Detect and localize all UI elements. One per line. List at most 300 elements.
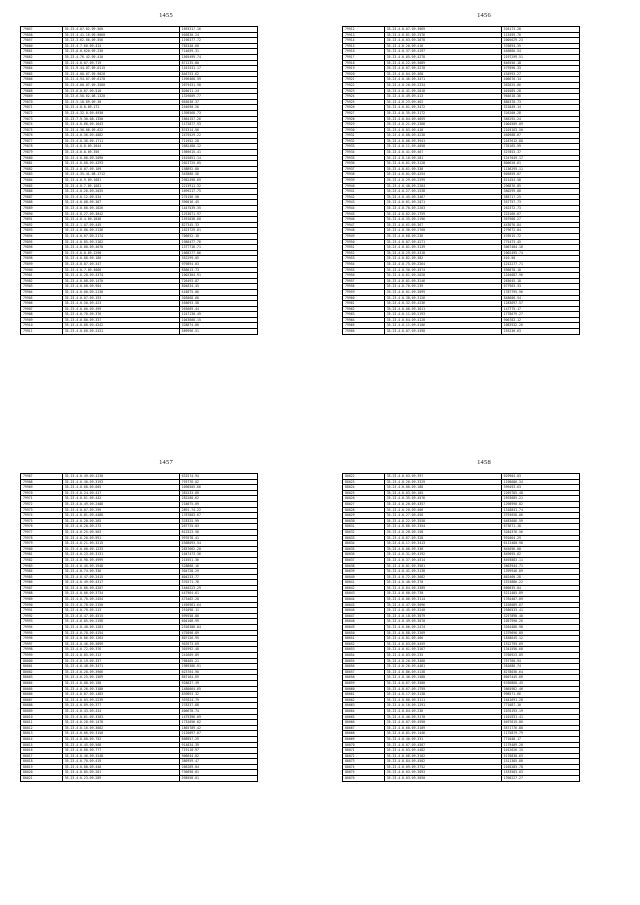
amount-cell: 3865982.46	[501, 686, 579, 692]
code-cell: 35.23.4.0.03.09.235	[384, 653, 501, 659]
amount-cell: 460988.67	[501, 133, 579, 139]
row-id-cell: 79973	[21, 507, 63, 513]
code-cell: 35.23.4.0.70.09.2454	[62, 597, 179, 603]
row-id-cell: 80070	[343, 742, 385, 748]
amount-cell: 1615051.14	[179, 155, 257, 161]
row-id-cell: 79909	[21, 317, 63, 323]
row-id-cell: 79988	[21, 591, 63, 597]
code-cell: 35.23.4.0.01.09.3139	[384, 245, 501, 251]
code-cell: 35.23.4.0.49.09.2488	[62, 501, 179, 507]
code-cell: 35.23.4.0.40.09.3193	[62, 479, 179, 485]
amount-cell: 255236.63	[501, 329, 579, 335]
code-cell: 35.23.4.0.49.09.4317	[62, 580, 179, 586]
code-cell: 35.23.4.0.75.09.2264	[384, 261, 501, 267]
code-cell: 35.23.4.0.64.09.4128	[384, 317, 501, 323]
code-cell: 35.23.4.0.20.09.158	[384, 529, 501, 535]
code-cell: 35.23.4.0.8.09.356	[62, 150, 179, 156]
code-cell: 35.23.4.0.40.09.3170	[384, 714, 501, 720]
code-cell: 35.23.4.0.67.09.3580	[384, 680, 501, 686]
amount-cell: 826011.24	[179, 88, 257, 94]
amount-cell: 1447539.35	[179, 206, 257, 212]
row-id-cell: 79963	[343, 312, 385, 318]
amount-cell: 3793058.06	[501, 513, 579, 519]
code-cell: 35.23.4.0.48.09.1283	[62, 625, 179, 631]
row-id-cell: 80076	[343, 776, 385, 782]
row-id-cell: 79924	[343, 94, 385, 100]
row-id-cell: 79929	[343, 122, 385, 128]
row-id-cell: 79985	[21, 574, 63, 580]
code-cell: 35.23.4.0.07.09.719	[62, 60, 179, 66]
amount-cell: 378325.99	[179, 518, 257, 524]
row-id-cell: 79922	[343, 82, 385, 88]
amount-cell: 1004509.09	[501, 122, 579, 128]
amount-cell: 2197299.51	[501, 54, 579, 60]
code-cell: 35.23.4.0.16.09.3682	[62, 725, 179, 731]
amount-cell: 2982498.69	[179, 178, 257, 184]
code-cell: 35.23.4.0.46.09.3248	[62, 753, 179, 759]
code-cell: 35.23.4.0.9.09.1681	[62, 178, 179, 184]
amount-cell: 1098505.66	[179, 485, 257, 491]
amount-cell: 6113480.90	[501, 541, 579, 547]
row-id-cell: 80045	[343, 602, 385, 608]
code-cell: 35.23.4.0.01.09.3246	[384, 278, 501, 284]
row-id-cell: 79989	[21, 597, 63, 603]
row-id-cell: 79946	[343, 217, 385, 223]
code-cell: 35.23.4.0.35.09.2196	[384, 217, 501, 223]
code-cell: 35.23.4.0.28.09.3966	[62, 669, 179, 675]
row-id-cell: 79944	[343, 206, 385, 212]
row-id-cell: 79863	[21, 60, 63, 66]
table-row	[343, 329, 580, 335]
row-id-cell: 79967	[21, 474, 63, 480]
code-cell: 35.23.4.0.09.09.3752	[384, 764, 501, 770]
amount-cell: 357757.73	[501, 200, 579, 206]
code-cell: 35.23.4.0.07.09.347	[62, 261, 179, 267]
code-cell: 35.23.4.0.01.09.3099	[384, 289, 501, 295]
code-cell: 35.23.4.0.01.09.3128	[384, 161, 501, 167]
code-cell: 35.23.4.0.20.09.991	[62, 535, 179, 541]
amount-cell: 1479396.69	[179, 714, 257, 720]
amount-cell: 914834.39	[179, 742, 257, 748]
amount-cell: 849095.62	[501, 552, 579, 558]
row-id-cell: 79896	[21, 245, 63, 251]
amount-cell: 1047473.36	[179, 552, 257, 558]
row-id-cell: 79864	[21, 66, 63, 72]
row-id-cell: 80058	[343, 675, 385, 681]
row-id-cell: 80004	[21, 680, 63, 686]
amount-cell: 223166.67	[501, 211, 579, 217]
amount-cell: 1399946.89	[501, 569, 579, 575]
amount-cell: 304728.29	[179, 569, 257, 575]
row-id-cell: 80054	[343, 653, 385, 659]
row-id-cell: 79982	[21, 557, 63, 563]
row-id-cell: 79874	[21, 122, 63, 128]
code-cell: 35.23.4.0.81.09.4488	[62, 513, 179, 519]
code-cell: 35.23.4.0.80.09.3111	[384, 697, 501, 703]
code-cell: 35.23.4.0.07.09.4507	[384, 742, 501, 748]
row-id-cell: 80009	[21, 708, 63, 714]
amount-cell: 1318841.74	[501, 507, 579, 513]
page-1456	[330, 8, 638, 448]
amount-cell: 3067404.16	[501, 245, 579, 251]
code-cell: 35.23.4.0.21.09.2368	[384, 122, 501, 128]
code-cell: 35.23.4.0.8.09.2044	[62, 144, 179, 150]
table-row	[343, 776, 580, 782]
row-id-cell: 79942	[343, 194, 385, 200]
code-cell: 35.23.4.0.80.09.337	[62, 317, 179, 323]
code-cell: 35.23.4.0.08.09.4238	[384, 133, 501, 139]
row-id-cell: 79886	[21, 189, 63, 195]
amount-cell: 558693.58	[179, 301, 257, 307]
code-cell: 35.23.4.32.0.09.4930	[62, 110, 179, 116]
code-cell: 35.23.4.0.07.09.189	[62, 166, 179, 172]
row-id-cell: 79876	[21, 133, 63, 139]
code-cell: 35.23.4.0.08.09.605	[62, 485, 179, 491]
row-id-cell: 79925	[343, 99, 385, 105]
row-id-cell: 79996	[21, 636, 63, 642]
data-table	[20, 26, 258, 335]
row-id-cell: 79891	[21, 217, 63, 223]
amount-cell: 1083932.26	[501, 323, 579, 329]
code-cell: 35.23.4.0.07.09.299	[62, 507, 179, 513]
amount-cell: 241609.89	[179, 653, 257, 659]
amount-cell: 1699217.75	[179, 189, 257, 195]
row-id-cell: 80067	[343, 725, 385, 731]
code-cell: 35.23.7.9.30.08.1350	[62, 116, 179, 122]
code-cell: 35.23.4.0.24.09.417	[62, 490, 179, 496]
amount-cell: 251098.11	[179, 608, 257, 614]
code-cell: 35.23.4.0.47.09.3096	[384, 602, 501, 608]
code-cell: 35.23.4.0.07.09.4271	[384, 239, 501, 245]
amount-cell: 663030.37	[179, 99, 257, 105]
code-cell: 35.23.4.0.07.09.4278	[384, 66, 501, 72]
code-cell: 35.23.4.0.8.09.272	[62, 105, 179, 111]
amount-cell: 928837.39	[179, 680, 257, 686]
amount-cell: 385717.25	[501, 194, 579, 200]
code-cell: 35.23.4.0.8.09.2298	[62, 250, 179, 256]
amount-cell: 677903.33	[501, 284, 579, 290]
row-id-cell: 80052	[343, 641, 385, 647]
row-id-cell: 79930	[343, 127, 385, 133]
code-cell: 35.23.6.50.62.08.1320	[62, 94, 179, 100]
row-id-cell: 79921	[343, 77, 385, 83]
row-id-cell: 79901	[21, 273, 63, 279]
code-cell: 35.23.4.0.28.09.4374	[62, 273, 179, 279]
row-id-cell: 80073	[343, 759, 385, 765]
amount-cell: 862460.28	[501, 574, 579, 580]
row-id-cell: 80075	[343, 770, 385, 776]
amount-cell: 1623729.01	[179, 228, 257, 234]
row-id-cell: 79858	[21, 32, 63, 38]
page-1457	[12, 455, 320, 895]
row-id-cell: 79961	[343, 301, 385, 307]
row-id-cell: 79881	[21, 161, 63, 167]
row-id-cell: 79916	[343, 49, 385, 55]
code-cell: 35.23.4.0.49.09.3070	[384, 619, 501, 625]
row-id-cell: 80013	[21, 731, 63, 737]
row-id-cell: 79998	[21, 647, 63, 653]
amount-cell: 1198686.34	[501, 479, 579, 485]
row-id-cell: 79962	[343, 306, 385, 312]
row-id-cell: 80000	[21, 658, 63, 664]
code-cell: 35.23.4.0.76.09.239	[384, 284, 501, 290]
amount-cell: 1641691.28	[501, 697, 579, 703]
amount-cell: 871235.80	[179, 60, 257, 66]
row-id-cell: 80048	[343, 619, 385, 625]
amount-cell: 765340.60	[179, 43, 257, 49]
code-cell: 35.23.4.0.03.09.416	[384, 127, 501, 133]
row-id-cell: 79943	[343, 200, 385, 206]
code-cell: 35.23.4.0.00.09.730	[384, 591, 501, 597]
code-cell: 35.23.4.41.16.09.9060	[62, 32, 179, 38]
code-cell: 35.23.4.0.20.09.265	[62, 518, 179, 524]
row-id-cell: 80019	[21, 764, 63, 770]
amount-cell: 326200.28	[501, 110, 579, 116]
code-cell: 35.21.9.44.07.09.0115	[62, 66, 179, 72]
row-id-cell: 79885	[21, 183, 63, 189]
row-id-cell: 79899	[21, 261, 63, 267]
row-id-cell: 79965	[343, 323, 385, 329]
row-id-cell: 79898	[21, 256, 63, 262]
code-cell: 35.23.4.0.08.09.307	[62, 200, 179, 206]
code-cell: 35.23.4.0.04.09.4059	[384, 116, 501, 122]
amount-cell: 443076.84	[501, 222, 579, 228]
amount-cell: 5211485.89	[501, 591, 579, 597]
code-cell: 35.23.4.0.61.09.442	[62, 496, 179, 502]
row-id-cell: 80072	[343, 753, 385, 759]
amount-cell: 2213911.32	[179, 183, 257, 189]
row-id-cell: 79875	[21, 127, 63, 133]
amount-cell: 1247049.17	[501, 155, 579, 161]
row-id-cell: 79941	[343, 189, 385, 195]
code-cell: 35.23.4.0.43.09.434	[62, 708, 179, 714]
row-id-cell: 79870	[21, 99, 63, 105]
row-id-cell: 79932	[343, 138, 385, 144]
row-id-cell: 79884	[21, 178, 63, 184]
row-id-cell: 80026	[343, 496, 385, 502]
amount-cell: 2187612.80	[501, 138, 579, 144]
row-id-cell: 79978	[21, 535, 63, 541]
row-id-cell: 79915	[343, 43, 385, 49]
code-cell: 35.23.4.0.29.09.2299	[384, 178, 501, 184]
row-id-cell: 79878	[21, 144, 63, 150]
amount-cell: 1569499.74	[179, 54, 257, 60]
amount-cell: 396016.45	[179, 200, 257, 206]
code-cell: 35.23.4.0.17.09.3138	[384, 692, 501, 698]
amount-cell: 1172877.93	[179, 122, 257, 128]
code-cell: 35.23.4.0.27.09.2538	[384, 189, 501, 195]
amount-cell: 2120097.67	[179, 731, 257, 737]
amount-cell: 827345.33	[179, 222, 257, 228]
code-cell: 35.23.4.0.45.09.3240	[384, 608, 501, 614]
amount-cell: 113499.70	[501, 32, 579, 38]
code-cell: 35.23.4.0.23.09.289	[62, 776, 179, 782]
amount-cell: 147775.17	[501, 306, 579, 312]
amount-cell: 845696.80	[501, 546, 579, 552]
row-id-cell: 79882	[21, 166, 63, 172]
amount-cell: 589996.51	[179, 329, 257, 335]
row-id-cell: 80014	[21, 736, 63, 742]
page-number: 1457	[159, 459, 173, 466]
code-cell: 35.23.4.0.12.09.534	[62, 194, 179, 200]
row-id-cell: 80043	[343, 591, 385, 597]
code-cell: 35.23.4.0.38.09.3126	[384, 295, 501, 301]
row-id-cell: 79937	[343, 166, 385, 172]
amount-cell: 278337.88	[179, 703, 257, 709]
row-id-cell: 79958	[343, 284, 385, 290]
code-cell: 35.23.4.0.46.09.2488	[384, 675, 501, 681]
code-cell: 35.23.4.0.23.09.462	[384, 99, 501, 105]
amount-cell: 621454.58	[501, 178, 579, 184]
row-id-cell: 80053	[343, 647, 385, 653]
amount-cell: 215551.36	[179, 557, 257, 563]
code-cell: 35.23.4.0.7.09.4068	[62, 267, 179, 273]
amount-cell: 1377716.71	[179, 245, 257, 251]
amount-cell: 301992.48	[179, 647, 257, 653]
amount-cell: 1212277.71	[501, 261, 579, 267]
row-id-cell: 79959	[343, 289, 385, 295]
amount-cell: 874314.56	[179, 127, 257, 133]
amount-cell: 3863944.71	[501, 563, 579, 569]
amount-cell: 406678.74	[179, 708, 257, 714]
amount-cell: 4368093.54	[179, 541, 257, 547]
row-id-cell: 80032	[343, 529, 385, 535]
code-cell: 35.23.4.0.40.09.370	[384, 580, 501, 586]
amount-cell: 1298990.82	[501, 501, 579, 507]
code-cell: 35.23.4.0.70.09.419	[62, 759, 179, 765]
amount-cell: 303868.60	[179, 295, 257, 301]
row-id-cell: 79880	[21, 155, 63, 161]
row-id-cell: 80062	[343, 697, 385, 703]
amount-cell: 352299.05	[179, 256, 257, 262]
row-id-cell: 80016	[21, 748, 63, 754]
page-number: 1456	[477, 12, 491, 19]
row-id-cell: 79927	[343, 110, 385, 116]
code-cell: 35.23.4.0.74.09.336	[62, 569, 179, 575]
amount-cell: 2103163.50	[501, 127, 579, 133]
code-cell: 35.23.4.0.41.09.3138	[384, 569, 501, 575]
row-id-cell: 79861	[21, 49, 63, 55]
amount-cell: 846556.18	[501, 60, 579, 66]
amount-cell: 398598.01	[179, 776, 257, 782]
code-cell: 35.23.4.0.70.09.2263	[384, 206, 501, 212]
amount-cell: 605859.07	[501, 172, 579, 178]
amount-cell: 397624.79	[179, 697, 257, 703]
code-cell: 35.23.4.0.60.09.499	[62, 306, 179, 312]
code-cell: 35.23.4.0.72.09.376	[62, 647, 179, 653]
amount-cell: 8493883.11	[501, 557, 579, 563]
code-cell: 35.23.4.0.04.09.236	[384, 708, 501, 714]
code-cell: 35.23.4.0.35.09.4576	[384, 496, 501, 502]
amount-cell: 263669.44	[179, 306, 257, 312]
amount-cell: 254690.26	[179, 105, 257, 111]
code-cell: 35.23.4.0.30.09.4574	[384, 267, 501, 273]
amount-cell: 806620.61	[501, 161, 579, 167]
row-id-cell: 79900	[21, 267, 63, 273]
code-cell: 35.23.4.0.70.09.376	[62, 312, 179, 318]
code-cell: 35.23.4.0.32.09.4236	[384, 301, 501, 307]
code-cell: 35.23.4.0.26.09.2035	[62, 189, 179, 195]
amount-cell: 446866.54	[501, 49, 579, 55]
code-cell: 35.23.4.0.48.09.3471	[62, 664, 179, 670]
row-id-cell: 79954	[343, 261, 385, 267]
code-cell: 35.23.4.0.85.09.261	[62, 770, 179, 776]
code-cell: 35.23.4.0.45.09.568	[62, 742, 179, 748]
code-cell: 35.23.4.0.78.09.213	[62, 608, 179, 614]
amount-cell: 906783.12	[501, 317, 579, 323]
row-id-cell: 79868	[21, 88, 63, 94]
code-cell: 35.23.4.0.07.09.2174	[62, 233, 179, 239]
amount-cell: 719110.97	[179, 748, 257, 754]
table-row	[21, 329, 258, 335]
amount-cell: 3264486.98	[501, 625, 579, 631]
code-cell: 35.23.4.0.85.09.2182	[62, 239, 179, 245]
row-id-cell: 79936	[343, 161, 385, 167]
amount-cell: 1329009.77	[179, 94, 257, 100]
amount-cell: 848606.54	[501, 295, 579, 301]
amount-cell: 380299.08	[501, 189, 579, 195]
code-cell: 35.23.4.0.82.09.382	[384, 256, 501, 262]
amount-cell: 768405.21	[179, 658, 257, 664]
code-cell: 35.23.4.0.01.09.2071	[384, 200, 501, 206]
code-cell: 35.23.4.76.42.09.410	[62, 54, 179, 60]
code-cell: 35.23.4.7.60.09.414	[62, 43, 179, 49]
amount-cell: 793776.02	[179, 479, 257, 485]
code-cell: 35.23.4.0.08.09.336	[384, 546, 501, 552]
row-id-cell: 79968	[21, 479, 63, 485]
code-cell: 35.23.4.0.07.09.4590	[384, 720, 501, 726]
code-cell: 35.23.4.0.7.09.1681	[62, 183, 179, 189]
row-id-cell: 80044	[343, 597, 385, 603]
row-id-cell: 80071	[343, 748, 385, 754]
code-cell: 35.23.3.62.06.09.556	[62, 38, 179, 44]
amount-cell: 381533.89	[179, 490, 257, 496]
row-id-cell: 79956	[343, 273, 385, 279]
code-cell: 35.23.4.0.18.09.3079	[384, 613, 501, 619]
amount-cell: 1283697.57	[501, 301, 579, 307]
code-cell: 35.23.4.0.61.09.3283	[62, 714, 179, 720]
code-cell: 35.23.4.0.27.09.3842	[62, 211, 179, 217]
row-id-cell: 79994	[21, 625, 63, 631]
row-id-cell: 79903	[21, 284, 63, 290]
amount-cell: 218075.09	[179, 501, 257, 507]
code-cell: 35.23.4.0.4.09.2848	[62, 217, 179, 223]
row-id-cell: 80031	[343, 524, 385, 530]
code-cell: 35.23.4.0.48.09.2284	[384, 183, 501, 189]
amount-cell: 326173.28	[501, 27, 579, 33]
code-cell: 35.23.4.0.28.09.1478	[62, 720, 179, 726]
amount-cell: 1838645.12	[501, 636, 579, 642]
amount-cell: 1693317.16	[179, 27, 257, 33]
row-id-cell: 80003	[21, 675, 63, 681]
code-cell: 35.23.4.0.26.09.3329	[384, 479, 501, 485]
row-id-cell: 79872	[21, 110, 63, 116]
row-id-cell: 80057	[343, 669, 385, 675]
page-number: 1455	[159, 12, 173, 19]
amount-cell: 328874.80	[179, 323, 257, 329]
amount-cell: 846753.62	[179, 71, 257, 77]
code-cell: 35.23.4.0.08.09.3941	[384, 138, 501, 144]
code-cell: 35.23.4.0.68.09.4293	[62, 161, 179, 167]
row-id-cell: 79934	[343, 150, 385, 156]
amount-cell: 711952.20	[179, 138, 257, 144]
row-id-cell: 80056	[343, 664, 385, 670]
row-id-cell: 79860	[21, 43, 63, 49]
amount-cell: 6607445.66	[501, 675, 579, 681]
amount-cell: 1664157.26	[179, 116, 257, 122]
code-cell: 35.23.4.0.89.09.377	[62, 703, 179, 709]
amount-cell: 771048.17	[501, 736, 579, 742]
